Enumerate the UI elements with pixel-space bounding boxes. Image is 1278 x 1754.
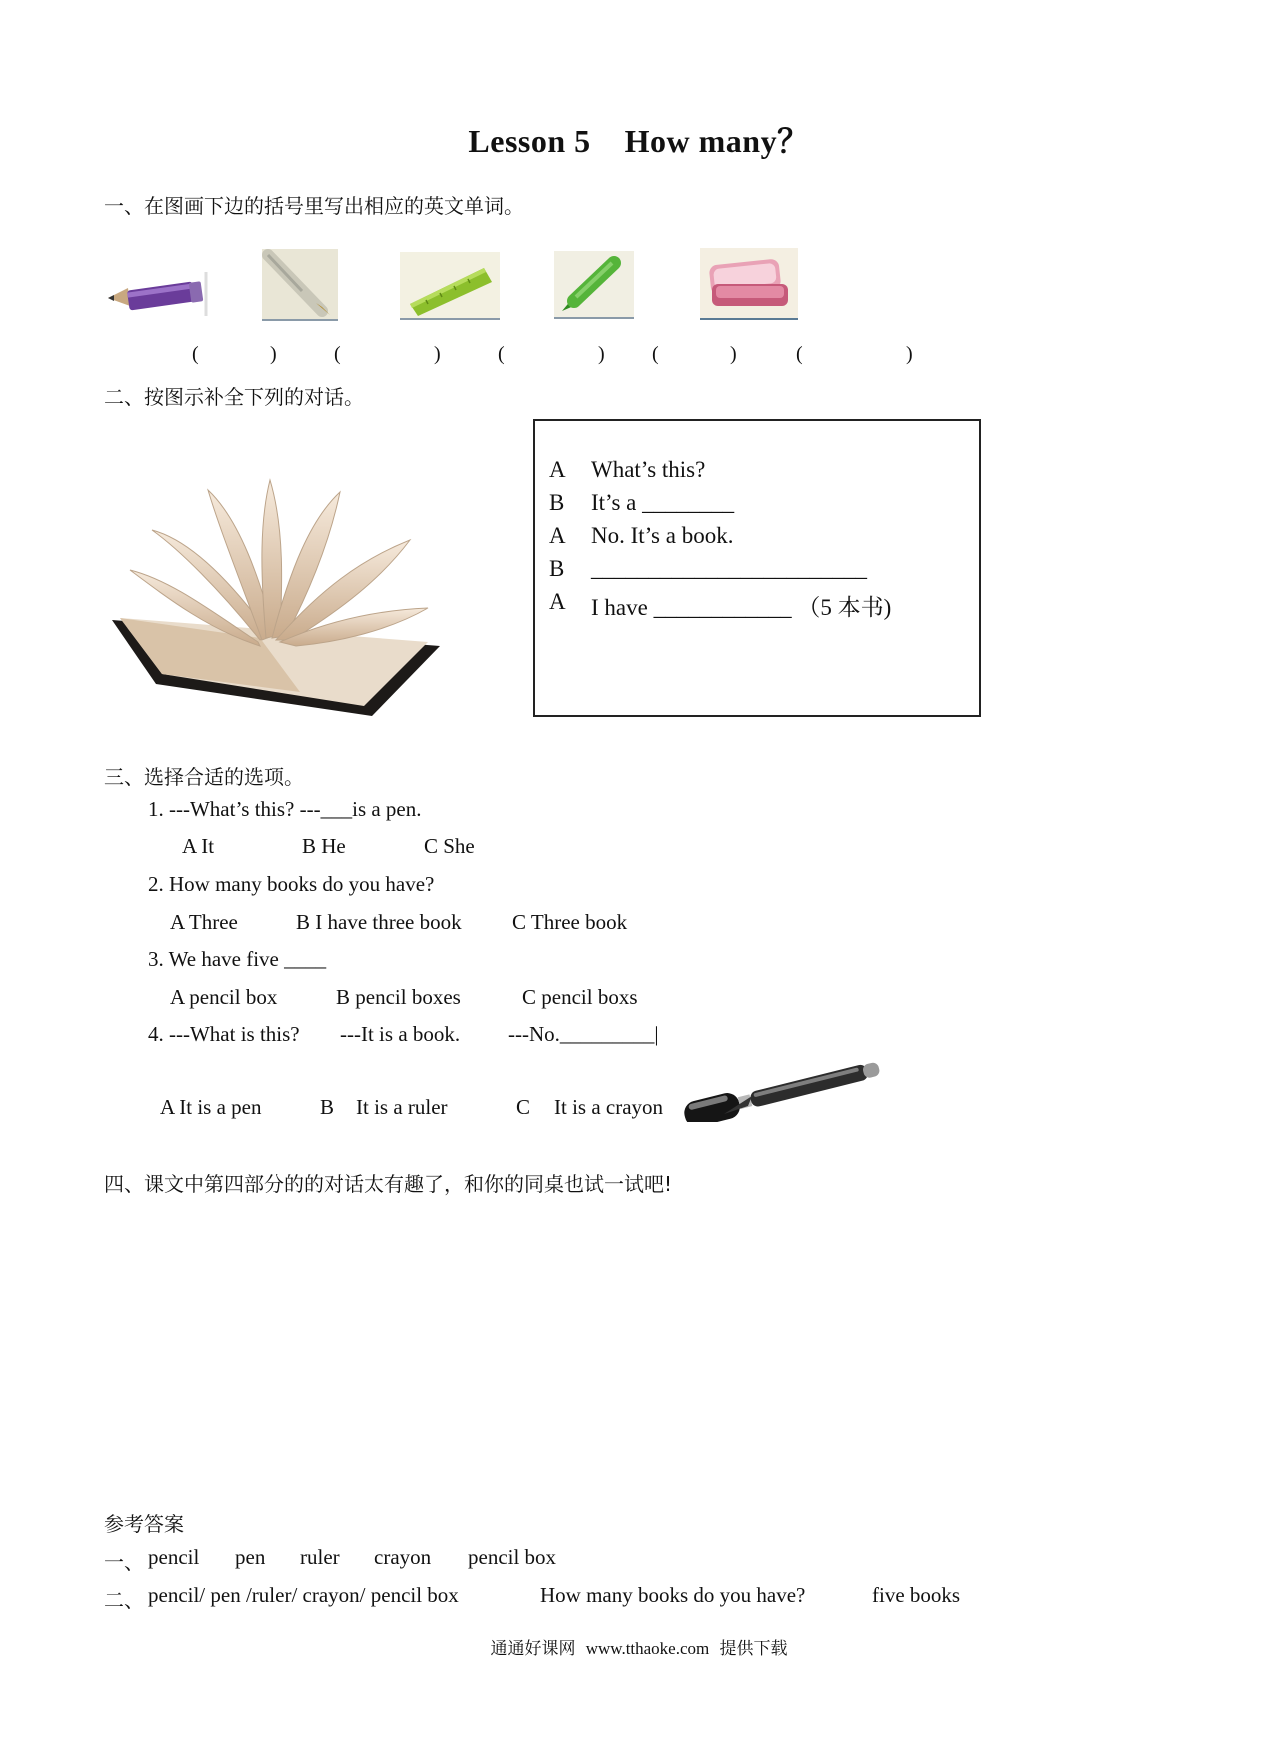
dialogue-speaker-3: A	[549, 523, 566, 548]
question-4-stem-no: ---No._________|	[508, 1022, 659, 1046]
dialogue-speaker-1: A	[549, 457, 566, 482]
dialogue-box	[533, 419, 981, 717]
answer-1-pen: pen	[235, 1545, 266, 1569]
question-4-option-b: It is a ruler	[356, 1095, 448, 1119]
dialogue-line-4: ________________________	[591, 556, 867, 581]
question-2-stem: 2. How many books do you have?	[148, 872, 435, 896]
part4-instruction: 四、课文中第四部分的的对话太有趣了，和你的同桌也试一试吧!	[104, 1172, 673, 1196]
question-2-option-b: B I have three book	[296, 910, 462, 934]
answer-bracket-open-4: (	[652, 343, 659, 365]
answer-bracket-close-2: )	[434, 343, 441, 365]
part2-instruction: 二、按图示补全下列的对话。	[104, 385, 364, 409]
answer-line-2-prefix: 二、	[104, 1588, 144, 1612]
open-book-icon	[110, 470, 470, 720]
answer-2-question: How many books do you have?	[540, 1583, 806, 1607]
dialogue-line-2: It’s a ________	[591, 490, 735, 515]
page-footer	[0, 1634, 1278, 1659]
answer-2-objects: pencil/ pen /ruler/ crayon/ pencil box	[148, 1583, 459, 1607]
answer-2-five-books: five books	[872, 1583, 961, 1607]
part3-instruction: 三、选择合适的选项。	[104, 765, 304, 789]
pencil-box-icon	[700, 248, 798, 320]
question-3-option-a: A pencil box	[170, 985, 278, 1009]
dialogue-line-1: What’s this?	[591, 457, 706, 482]
question-2-option-c: C Three book	[512, 910, 628, 934]
answer-1-pencil-box: pencil box	[468, 1545, 557, 1569]
question-2-option-a: A Three	[170, 910, 238, 934]
question-3-option-b: B pencil boxes	[336, 985, 461, 1009]
answer-bracket-close-3: )	[598, 343, 605, 365]
answer-bracket-open-5: (	[796, 343, 803, 365]
fountain-pen-icon	[262, 249, 338, 321]
answer-line-1-prefix: 一、	[104, 1550, 144, 1574]
question-4-stem-what: 4. ---What is this?	[148, 1022, 300, 1046]
answer-bracket-open-3: (	[498, 343, 505, 365]
part1-instruction: 一、在图画下边的括号里写出相应的英文单词。	[104, 194, 524, 218]
ruler-icon	[400, 252, 500, 320]
question-4-option-b-letter: B	[320, 1095, 335, 1119]
answer-1-ruler: ruler	[300, 1545, 340, 1569]
answer-1-crayon: crayon	[374, 1545, 432, 1569]
answer-key-heading: 参考答案	[104, 1512, 184, 1536]
question-1-option-a: A It	[182, 834, 215, 858]
lesson-number: Lesson 5	[468, 123, 591, 159]
dialogue-line-5: I have ____________ （5 本书)	[591, 595, 892, 620]
question-4-option-c: It is a crayon	[554, 1095, 664, 1119]
pencil-icon	[104, 268, 208, 320]
crayon-icon	[554, 251, 634, 319]
answer-bracket-close-1: )	[270, 343, 277, 365]
pen-icon	[678, 1052, 896, 1122]
dialogue-line-3: No. It’s a book.	[591, 523, 734, 548]
question-4-option-c-letter: C	[516, 1095, 531, 1119]
answer-1-pencil: pencil	[148, 1545, 200, 1569]
lesson-topic: How many？	[624, 123, 810, 159]
answer-bracket-close-4: )	[730, 343, 737, 365]
footer-download-note: 提供下载	[719, 1639, 788, 1659]
question-3-stem: 3. We have five ____	[148, 947, 327, 971]
answer-bracket-close-5: )	[906, 343, 913, 365]
dialogue-speaker-5: A	[549, 589, 566, 614]
dialogue-speaker-4: B	[549, 556, 565, 581]
footer-site-name: 通通好课网	[490, 1639, 576, 1659]
question-1-option-c: C She	[424, 834, 475, 858]
dialogue-speaker-2: B	[549, 490, 565, 515]
question-3-option-c: C pencil boxs	[522, 985, 638, 1009]
page-title	[0, 116, 1278, 162]
footer-url[interactable]: www.tthaoke.com	[585, 1639, 710, 1658]
answer-bracket-open-1: (	[192, 343, 199, 365]
question-4-option-a: A It is a pen	[160, 1095, 262, 1119]
question-1-stem: 1. ---What’s this? ---___is a pen.	[148, 797, 422, 821]
question-1-option-b: B He	[302, 834, 346, 858]
question-4-stem-book: ---It is a book.	[340, 1022, 461, 1046]
answer-bracket-open-2: (	[334, 343, 341, 365]
